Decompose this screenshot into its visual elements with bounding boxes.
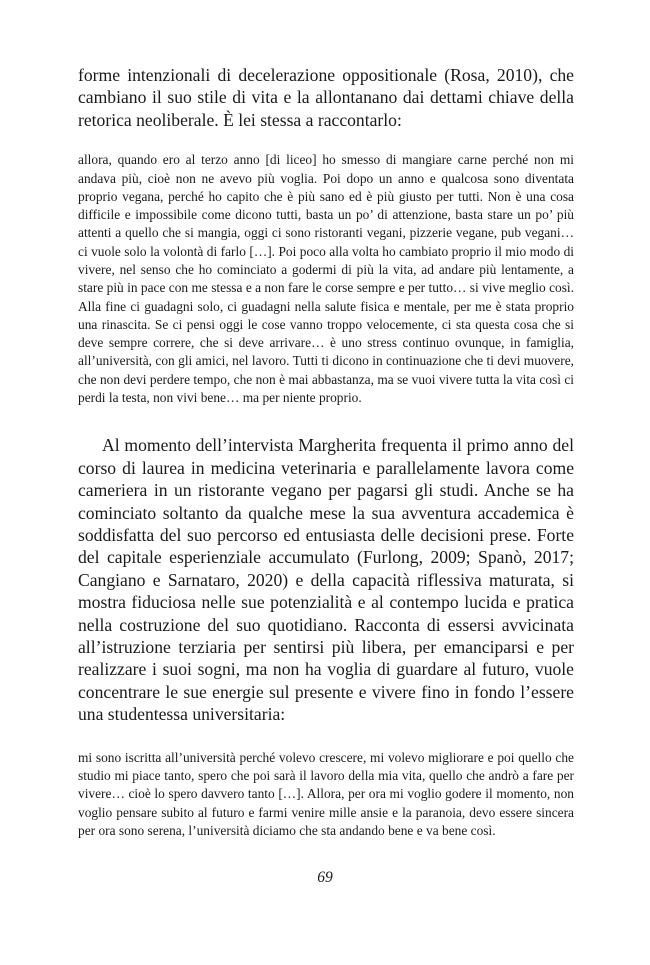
intro-paragraph: forme intenzionali di decelerazione oppositionale (Rosa, 2010), che cambiano il suo stile di vita e la allontanano dai dettami chiave della retorica neoliberale. È lei stessa a raccontarlo:: [78, 65, 574, 130]
main-paragraph: Al momento dell’intervista Margherita frequenta il primo anno del corso di laurea in medicina veterinaria e parallelamente lavora come cameriera in un ristorante vegano per pagarsi gli studi. Anche se ha cominciato soltanto da qualche mese la sua avventura accademica è soddisfatta del suo percorso ed entusiasta delle decisioni prese. Forte del capitale esperienziale accumulato (Furlong, 2009; Spanò, 2017; Cangiano e Sarnataro, 2020) e della capacità riflessiva maturata, si mostra fiduciosa nelle sue potenzialità e al contempo lucida e pratica nella costruzione del suo quotidiano. Racconta di essersi avvicinata all’istruzione terziaria per sentirsi più libera, per emanciparsi e per realizzare i suoi sogni, ma non ha voglia di guardare al futuro, vuole concentrare le sue energie sul presente e vivere fino in fondo l’essere una studentessa universitaria:: [78, 435, 574, 725]
page-number: 69: [317, 869, 333, 886]
book-page: [78, 64, 574, 840]
interview-quote-2: mi sono iscritta all’università perché volevo crescere, mi volevo migliorare e poi quello che studio mi piace tanto, spero che poi sarà il lavoro della mia vita, quello che andrò a fare per vivere… cioè lo spero davvero tanto […]. Allora, per ora mi voglio godere il momento, non voglio pensare subito al futuro e farmi venire mille ansie e la paranoia, devo essere sincera per ora sono serena, l’università diciamo che sta andando bene e va bene così.: [78, 749, 574, 838]
interview-quote-1: allora, quando ero al terzo anno [di liceo] ho smesso di mangiare carne perché non mi andava più, cioè non ne avevo più voglia. Poi dopo un anno e qualcosa sono diventata proprio vegana, perché ho capito che è più sano ed è più giusto per tutti. Non è una cosa difficile e impossibile come dicono tutti, basta un po’ di attenzione, basta stare un po’ più attenti a quello che si mangia, oggi ci sono ristoranti vegani, pizzerie vegane, pub vegani… ci vuole solo la volontà di farlo […]. Poi poco alla volta ho cambiato proprio il mio modo di vivere, nel senso che ho cominciato a godermi di più la vita, ad andare più lentamente, a stare più in pace con me stessa e a non fare le corse sempre e per tutto… si vive meglio così. Alla fine ci guadagni solo, ci guadagni nella salute fisica e mentale, per me è stata proprio una rinascita. Se ci pensi oggi le cose vanno troppo velocemente, ci sta questa cosa che si deve sempre correre, che si deve arrivare… è uno stress continuo ovunque, in famiglia, all’università, con gli amici, nel lavoro. Tutti ti dicono in continuazione che ti devi muovere, che non devi perdere tempo, che non è mai abbastanza, ma se vuoi vivere tutta la vita così ci perdi la testa, non vivi bene… ma per niente proprio.: [78, 152, 574, 406]
